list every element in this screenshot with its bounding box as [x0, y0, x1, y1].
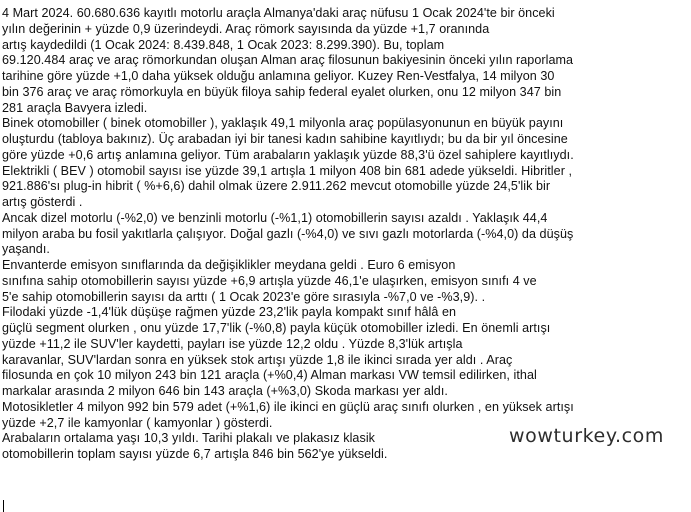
text-line: Elektrikli ( BEV ) otomobil sayısı ise yüzde 39,1 artışla 1 milyon 408 bin 681 adede yükseldi. Hibritler ,	[2, 163, 573, 178]
text-line: markalar arasında 2 milyon 646 bin 143 araçla (+%3,0) Skoda markası yer aldı.	[2, 384, 448, 398]
text-line: Binek otomobiller ( binek otomobiller ), yaklaşık 49,1 milyonla araç popülasyonunun en büyük payını	[2, 116, 564, 131]
text-line: tarihine göre yüzde +1,0 daha yüksek olduğu anlamına geliyor. Kuzey Ren-Vestfalya, 14 milyon 30	[2, 69, 555, 83]
text-line: göre yüzde +0,6 artış anlamına geliyor. Tüm arabaların yaklaşık yüzde 88,3'ü özel sahiplere kayıtlıydı.	[2, 147, 574, 162]
text-line: Filodaki yüzde -1,4'lük düşüşe rağmen yüzde 23,2'lik payla kompakt sınıf hâlâ en	[2, 305, 457, 320]
text-line: güçlü segment olurken , onu yüzde 17,7'lik (-%0,8) payla küçük otomobiller izledi. En önemli artışı	[2, 321, 551, 335]
text-line: sınıfına sahip otomobillerin sayısı yüzde +6,9 artışla yüzde 46,1'e ulaşırken, emisyon sınıfı 4 ve	[2, 273, 537, 288]
text-line: karavanlar, SUV'lardan sonra en yüksek stok artışı yüzde 1,8 ile ikinci sırada yer aldı . Araç	[2, 352, 513, 367]
text-line: Motosikletler 4 milyon 992 bin 579 adet (+%1,6) ile ikinci en güçlü araç sınıfı olurken , en yüksek artışı	[2, 399, 574, 414]
text-line: artış kaydedildi (1 Ocak 2024: 8.439.848, 1 Ocak 2023: 8.299.390). Bu, toplam	[2, 37, 445, 52]
text-line: filosunda en çok 10 milyon 243 bin 121 araçla (+%0,4) Alman markası VW temsil edilirken, ithal	[2, 368, 537, 383]
text-line: bin 376 araç ve araç römorkuyla en büyük filoya sahip federal eyalet olurken, onu 12 milyon 347 bin	[2, 84, 562, 99]
document-body	[2, 6, 689, 463]
text-cursor	[3, 500, 4, 512]
text-line: 69.120.484 araç ve araç römorkundan oluşan Alman araç filosunun bakiyesinin önceki yılın raporlama	[2, 53, 574, 68]
text-line: 281 araçla Bavyera izledi.	[2, 100, 148, 115]
text-line: milyon araba bu fosil yakıtlarla çalışıyor. Doğal gazlı (-%4,0) ve sıvı gazlı motorlarda (-%4,0) da düşüş	[2, 226, 574, 241]
text-line: Envanterde emisyon sınıflarında da değişiklikler meydana geldi . Euro 6 emisyon	[2, 258, 456, 272]
text-line: oluşturdu (tabloya bakınız). Üç arabadan iyi bir tanesi kadın sahibine kayıtlıydı; bu da bir yıl öncesine	[2, 132, 568, 146]
text-line: yaşandı.	[2, 242, 50, 257]
text-line: 4 Mart 2024. 60.680.636 kayıtlı motorlu araçla Almanya'daki araç nüfusu 1 Ocak 2024'te bir önceki	[2, 6, 555, 20]
text-line: Ancak dizel motorlu (-%2,0) ve benzinli motorlu (-%1,1) otomobillerin sayısı azaldı . Yaklaşık 44,4	[2, 210, 548, 225]
text-line: 921.886'sı plug-in hibrit ( %+6,6) dahil olmak üzere 2.911.262 mevcut otomobille yüzde 24,5'lik bir	[2, 179, 551, 194]
text-line: 5'e sahip otomobillerin sayısı da arttı ( 1 Ocak 2023'e göre sırasıyla -%7,0 ve -%3,9). .	[2, 289, 486, 304]
text-line: yüzde +11,2 ile SUV'ler kaydetti, payları ise yüzde 12,2 oldu . Yüzde 8,3'lük artışla	[2, 336, 463, 351]
text-line: Arabaların ortalama yaşı 10,3 yıldı. Tarihi plakalı ve plakasız klasik	[2, 431, 376, 446]
watermark: wowturkey.com	[505, 425, 668, 447]
text-line: otomobillerin toplam sayısı yüzde 6,7 artışla 846 bin 562'ye yükseldi.	[2, 447, 388, 461]
text-line: yılın değerinin + yüzde 0,9 üzerindeydi. Araç römork sayısında da yüzde +1,7 oranında	[2, 21, 490, 36]
text-line: artış gösterdi .	[2, 195, 83, 209]
text-line: yüzde +2,7 ile kamyonlar ( kamyonlar ) gösterdi.	[2, 415, 273, 430]
